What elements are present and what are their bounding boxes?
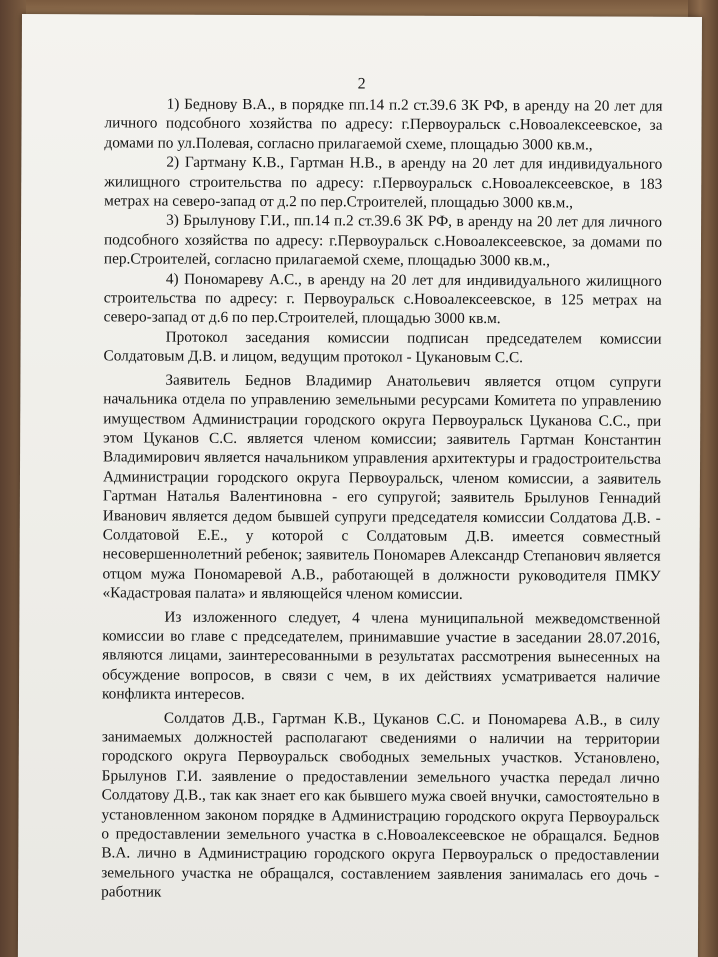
paragraph-item-3: 3) Брылунову Г.И., пп.14 п.2 ст.39.6 ЗК РФ, в аренду на 20 лет для личного подсобного хозяйства по адресу: г.Первоуральск с.Новоалексеевское, за домами по пер.Строителей, согласно прилагаемой схеме, площадью 3000 кв.м., [103, 212, 663, 270]
paragraph-protocol-signature: Протокол заседания комиссии подписан председателем комиссии Солдатовым Д.В. и лицом, ведущим протокол - Цукановым С.С. [103, 328, 662, 367]
paragraph-item-4: 4) Пономареву А.С., в аренду на 20 лет для индивидуального жилищного строительства по адресу: г. Первоуральск с.Новоалексеевское, в 125 метрах на северо-запад от д.6 по пер.Строителей, площадью 3000 кв.м. [103, 270, 662, 328]
page-number: 2 [357, 75, 366, 93]
paragraph-applicants-relations: Заявитель Беднов Владимир Анатольевич является отцом супруги начальника отдела по управлению земельными ресурсами Комитета по управлению имуществом Администрации городского округа Первоуральск Цуканова С.С., при этом Цуканов С.С. является членом комиссии; заявитель Гартман Константин Владимирович является начальником управления архитектуры и градостроительства Администрации городского округа Первоуральск, членом комиссии, а заявитель Гартман Наталья Валентиновна - его супругой; заявитель Брылунов Геннадий Иванович является дедом бывшей супруги председателя комиссии Солдатова Д.В. - Солдатовой Е.Е., у которой с Солдатовым Д.В. имеется совместный несовершеннолетний ребенок; заявитель Пономарев Александр Степанович является отцом мужа Пономаревой А.В., работающей в должности руководителя ПМКУ «Кадастровая палата» и являющейся членом комиссии. [102, 371, 662, 604]
paragraph-established-facts: Солдатов Д.В., Гартман К.В., Цуканов С.С. и Пономарева А.В., в силу занимаемых должностей располагают сведениями о наличии на территории городского округа Первоуральск свободных земельных участков. Установлено, Брылунов Г.И. заявление о предоставлении земельного участка передал лично Солдатову Д.В., так как знает его как бывшего мужа своей внучки, самостоятельно в установленном законом порядке в Администрацию городского округа Первоуральск о предоставлении земельного участка в с.Новоалексеевское не обращался. Беднов В.А. лично в Администрацию городского округа Первоуральск о предоставлении земельного участка не обращался, составлением заявления занималась его дочь - работник [101, 709, 660, 901]
paragraph-item-1: 1) Беднову В.А., в порядке пп.14 п.2 ст.39.6 ЗК РФ, в аренду на 20 лет для личного подсобного хозяйства по адресу: г.Первоуральск с.Новоалексеевское, за домами по ул.Полевая, согласно прилагаемой схеме, площадью 3000 кв.м., [104, 95, 663, 154]
paragraph-conflict-of-interest: Из изложенного следует, 4 члена муниципальной межведомственной комиссии во главе с председателем, принимавшие участие в заседании 28.07.2016, являются лицами, заинтересованными в результатах рассмотрения вынесенных на обсуждение вопросов, в связи с чем, в их действиях усматривается наличие конфликта интересов. [101, 608, 661, 704]
paragraph-item-2: 2) Гартману К.В., Гартман Н.В., в аренду на 20 лет для индивидуального жилищного строительства по адресу: г.Первоуральск с.Новоалексеевское, в 183 метрах на северо-запад от д.2 по пер.Строителей, площадью 3000 кв.м., [104, 153, 663, 212]
document-page [18, 14, 702, 957]
document-body [101, 94, 663, 904]
